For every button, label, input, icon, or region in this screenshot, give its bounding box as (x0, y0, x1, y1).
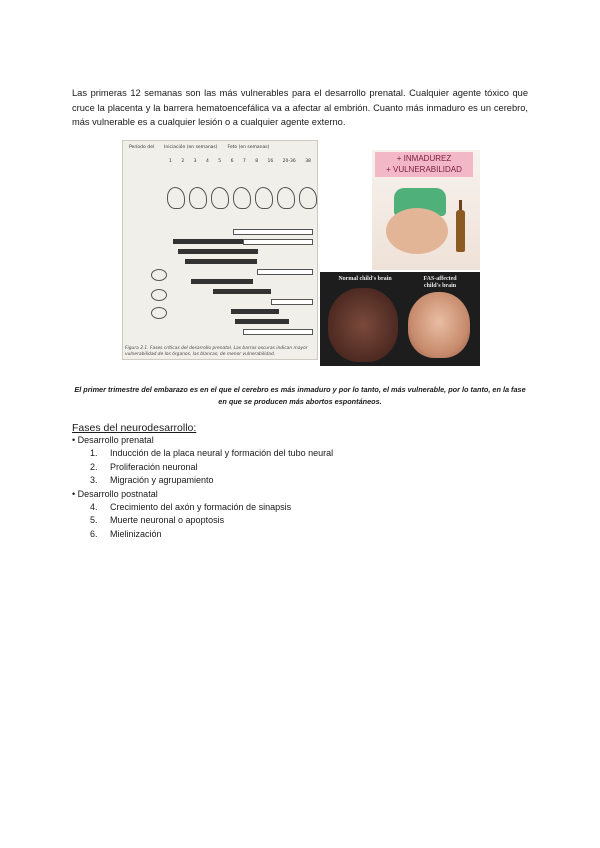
intro-paragraph: Las primeras 12 semanas son las más vulnerables para el desarrollo prenatal. Cualquier agente tóxico que cruce la placenta y la barrera hematoencefálica va a afectar al embrión. Cuanto más inmaduro es un cerebro, más vulnerable es a cualquier lesión o a cualquier agente externo. (72, 88, 528, 127)
prenatal-development-chart-image (122, 140, 318, 360)
week-label: 1 (169, 159, 172, 164)
list-text: Mielinización (110, 528, 162, 539)
vulnerability-bar (185, 259, 257, 264)
neurodevelopment-outline (72, 434, 528, 541)
list-number: 2. (90, 461, 98, 472)
chart-caption: Figura 2.1. Fases críticas del desarrollo prenatal. Las barras oscuras indican mayor vulnerabilidad de los órganos, las blancas, de menor vulnerabilidad. (125, 346, 308, 357)
chart-header-mid: Iniciación (en semanas) (164, 145, 218, 150)
vulnerability-label-line: + VULNERABILIDAD (386, 165, 462, 174)
vulnerability-bar (178, 249, 258, 254)
chart-header-right: Feto (en semanas) (227, 145, 270, 150)
postnatal-list (72, 501, 528, 541)
week-label: 6 (230, 159, 234, 164)
vulnerability-bar (191, 279, 253, 284)
week-label: 16 (267, 159, 274, 164)
embryo-drawing (233, 187, 251, 209)
chart-week-row (169, 159, 311, 164)
embryo-drawings (163, 179, 311, 219)
fas-brain-image (408, 292, 470, 358)
group-label-postnatal: • Desarrollo postnatal (72, 488, 158, 499)
list-text: Migración y agrupamiento (110, 475, 214, 486)
vulnerability-bar (233, 229, 313, 235)
group-label-prenatal: • Desarrollo prenatal (72, 435, 154, 445)
embryo-drawing (255, 187, 273, 209)
embryo-drawing (211, 187, 229, 209)
figure-caption: El primer trimestre del embarazo es en el que el cerebro es más inmaduro y por lo tanto, el más vulnerable, por lo tanto, en la fase en que se producen más abortos espontáneos. (74, 385, 526, 406)
week-label: 5 (218, 159, 222, 164)
list-number: 5. (90, 515, 98, 526)
list-text: Muerte neuronal o apoptosis (110, 515, 225, 526)
vulnerability-bar (271, 299, 313, 305)
vulnerability-bar (213, 289, 271, 294)
embryo-drawing (167, 187, 185, 209)
week-label: 2 (181, 159, 185, 164)
week-label: 3 (193, 159, 197, 164)
list-number: 4. (90, 502, 98, 513)
fas-brain-label-line: child's brain (423, 283, 457, 289)
list-item (72, 514, 528, 527)
prenatal-list (72, 447, 528, 487)
week-label: 20-36 (282, 159, 296, 164)
pregnant-woman-photo (372, 150, 480, 270)
immaturity-label-line: + INMADUREZ (396, 154, 452, 163)
week-label: 8 (255, 159, 259, 164)
vulnerability-bar (243, 239, 313, 245)
list-number: 3. (90, 475, 98, 486)
normal-brain-label (328, 276, 402, 283)
list-number: 6. (90, 528, 98, 539)
list-item (72, 474, 528, 487)
list-text: Crecimiento del axón y formación de sinapsis (110, 502, 292, 513)
list-number: 1. (90, 448, 98, 459)
organ-drawing (151, 289, 167, 301)
figure-area (122, 140, 480, 366)
week-label: 38 (305, 159, 311, 164)
week-label: 7 (242, 159, 246, 164)
fas-brain-label (404, 276, 476, 290)
organ-drawing (151, 307, 167, 319)
section-title: Fases del neurodesarrollo: (72, 422, 197, 434)
normal-brain-label-line: Normal child's brain (338, 276, 392, 282)
week-label: 4 (205, 159, 209, 164)
embryo-drawing (189, 187, 207, 209)
vulnerability-bar (173, 239, 243, 244)
vulnerability-bar (243, 329, 313, 335)
list-item (72, 528, 528, 541)
chart-header (129, 145, 313, 150)
vulnerability-bar (235, 319, 289, 324)
beer-bottle-icon (456, 210, 465, 252)
organ-drawing (151, 269, 167, 281)
immaturity-label (375, 152, 473, 177)
normal-brain-image (328, 288, 398, 362)
list-text: Proliferación neuronal (110, 461, 198, 472)
chart-header-left: Período del (129, 145, 155, 150)
list-item (72, 461, 528, 474)
fas-brain-label-line: FAS-affected (423, 276, 457, 282)
embryo-drawing (299, 187, 317, 209)
vulnerability-bar (257, 269, 313, 275)
brain-comparison-photo (320, 272, 480, 366)
list-text: Inducción de la placa neural y formación del tubo neural (110, 448, 334, 459)
vulnerability-bar (231, 309, 279, 314)
list-item (72, 501, 528, 514)
embryo-drawing (277, 187, 295, 209)
belly-shape (386, 208, 448, 254)
list-item (72, 447, 528, 460)
